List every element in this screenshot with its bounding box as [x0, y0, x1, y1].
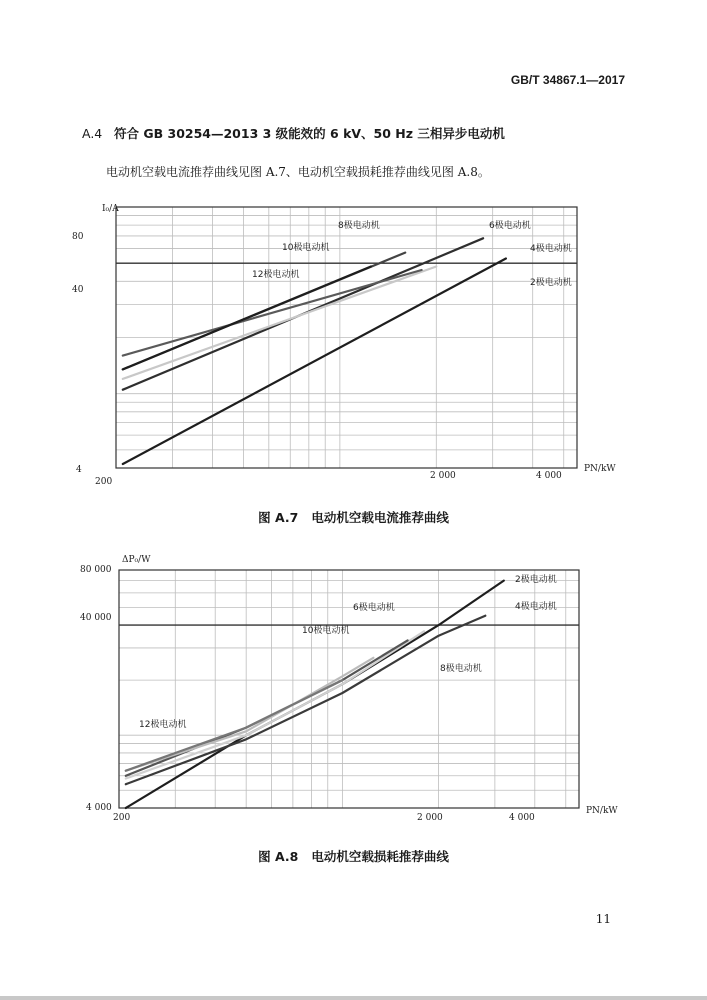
series-label: 4极电动机 [530, 244, 572, 254]
figure-a7-caption: 图 A.7 电动机空载电流推荐曲线 [258, 510, 449, 525]
x-tick-label: 200 [113, 813, 131, 823]
series-line [126, 658, 374, 771]
figure-a8 [0, 550, 707, 835]
series-label: 8极电动机 [338, 221, 380, 231]
x-tick-label: 2 000 [430, 471, 456, 481]
series-group [126, 581, 504, 808]
series-label: 12极电动机 [252, 270, 300, 280]
chart-a7 [0, 195, 707, 495]
section-heading [82, 124, 505, 142]
series-label: 10极电动机 [282, 243, 330, 253]
figure-a7 [0, 195, 707, 495]
standard-number: GB/T 34867.1—2017 [510, 73, 625, 87]
footer-bar [0, 996, 707, 1000]
figure-a8-caption: 图 A.8 电动机空载损耗推荐曲线 [258, 849, 449, 864]
series-label: 4极电动机 [515, 602, 557, 612]
y-tick-label: 80 [72, 232, 84, 242]
series-label: 12极电动机 [139, 720, 187, 730]
series-label: 2极电动机 [515, 575, 557, 585]
x-tick-label: 2 000 [417, 813, 443, 823]
x-tick-label: 4 000 [509, 813, 535, 823]
series-group [123, 238, 506, 464]
y-tick-label: 80 000 [80, 565, 112, 575]
series-line [123, 270, 422, 356]
x-axis-label: PN/kW [586, 806, 618, 816]
y-axis-label: ΔP₀/W [122, 555, 151, 565]
x-tick-label: 200 [95, 477, 113, 487]
series-line [123, 267, 371, 370]
x-axis-label: PN/kW [584, 464, 616, 474]
page-number: 11 [595, 912, 611, 926]
series-label: 6极电动机 [489, 221, 531, 231]
chart-a8 [0, 550, 707, 835]
y-tick-label: 4 [76, 465, 82, 475]
section-title: 符合 GB 30254—2013 3 级能效的 6 kV、50 Hz 三相异步电动机 [114, 126, 505, 141]
series-line [123, 267, 437, 379]
x-tick-label: 4 000 [536, 471, 562, 481]
series-label: 2极电动机 [530, 278, 572, 288]
y-tick-label: 40 000 [80, 613, 112, 623]
series-label: 8极电动机 [440, 664, 482, 674]
series-label: 6极电动机 [353, 603, 395, 613]
body-paragraph: 电动机空载电流推荐曲线见图 A.7、电动机空载损耗推荐曲线见图 A.8。 [106, 165, 490, 179]
y-tick-label: 4 000 [86, 803, 112, 813]
y-tick-label: 40 [72, 285, 84, 295]
section-number: A.4 [82, 126, 103, 141]
y-axis-label: I₀/A [102, 204, 119, 214]
series-label: 10极电动机 [302, 626, 350, 636]
